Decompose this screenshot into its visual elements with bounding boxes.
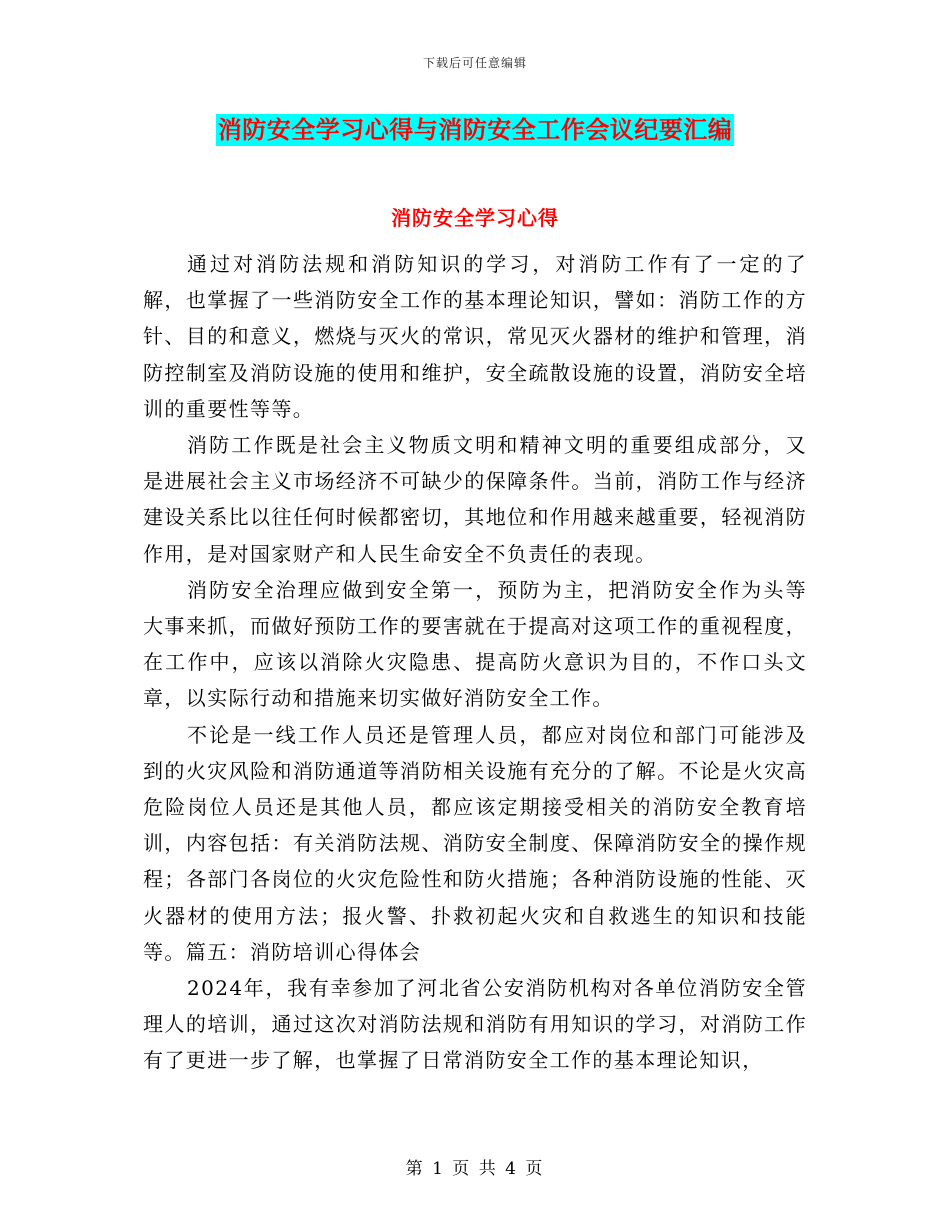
- paragraph: 2024年，我有幸参加了河北省公安消防机构对各单位消防安全管理人的培训，通过这次对消防法规和消防有用知识的学习，对消防工作有了更进一步了解，也掌握了日常消防安全工作的基本理论知识，: [143, 976, 807, 1073]
- page-header-note: 下载后可任意编辑: [422, 56, 527, 70]
- paragraph: 不论是一线工作人员还是管理人员，都应对岗位和部门可能涉及到的火灾风险和消防通道等消防相关设施有充分的了解。不论是火灾高危险岗位人员还是其他人员，都应该定期接受相关的消防安全教育培训，内容包括：有关消防法规、消防安全制度、保障消防安全的操作规程；各部门各岗位的火灾危险性和防火措施；各种消防设施的性能、灭火器材的使用方法；报火警、扑救初起火灾和自救逃生的知识和技能等。篇五：消防培训心得体会: [143, 722, 807, 964]
- document-body: [143, 246, 807, 1079]
- paragraph: 通过对消防法规和消防知识的学习，对消防工作有了一定的了解，也掌握了一些消防安全工作的基本理论知识，譬如：消防工作的方针、目的和意义，燃烧与灭火的常识，常见灭火器材的维护和管理，消防控制室及消防设施的使用和维护，安全疏散设施的设置，消防安全培训的重要性等等。: [143, 252, 807, 421]
- main-title-container: [0, 114, 950, 146]
- main-title: 消防安全学习心得与消防安全工作会议纪要汇编: [217, 115, 733, 144]
- section-title: 消防安全学习心得: [391, 206, 559, 230]
- paragraph: 消防工作既是社会主义物质文明和精神文明的重要组成部分，又是进展社会主义市场经济不可缺少的保障条件。当前，消防工作与经济建设关系比以往任何时候都密切，其地位和作用越来越重要，轻视消防作用，是对国家财产和人民生命安全不负责任的表现。: [143, 433, 807, 566]
- paragraph: 消防安全治理应做到安全第一，预防为主，把消防安全作为头等大事来抓，而做好预防工作的要害就在于提高对这项工作的重视程度，在工作中，应该以消除火灾隐患、提高防火意识为目的，不作口头文章，以实际行动和措施来切实做好消防安全工作。: [143, 577, 807, 711]
- page-number-footer: 第 1 页 共 4 页: [405, 1159, 545, 1179]
